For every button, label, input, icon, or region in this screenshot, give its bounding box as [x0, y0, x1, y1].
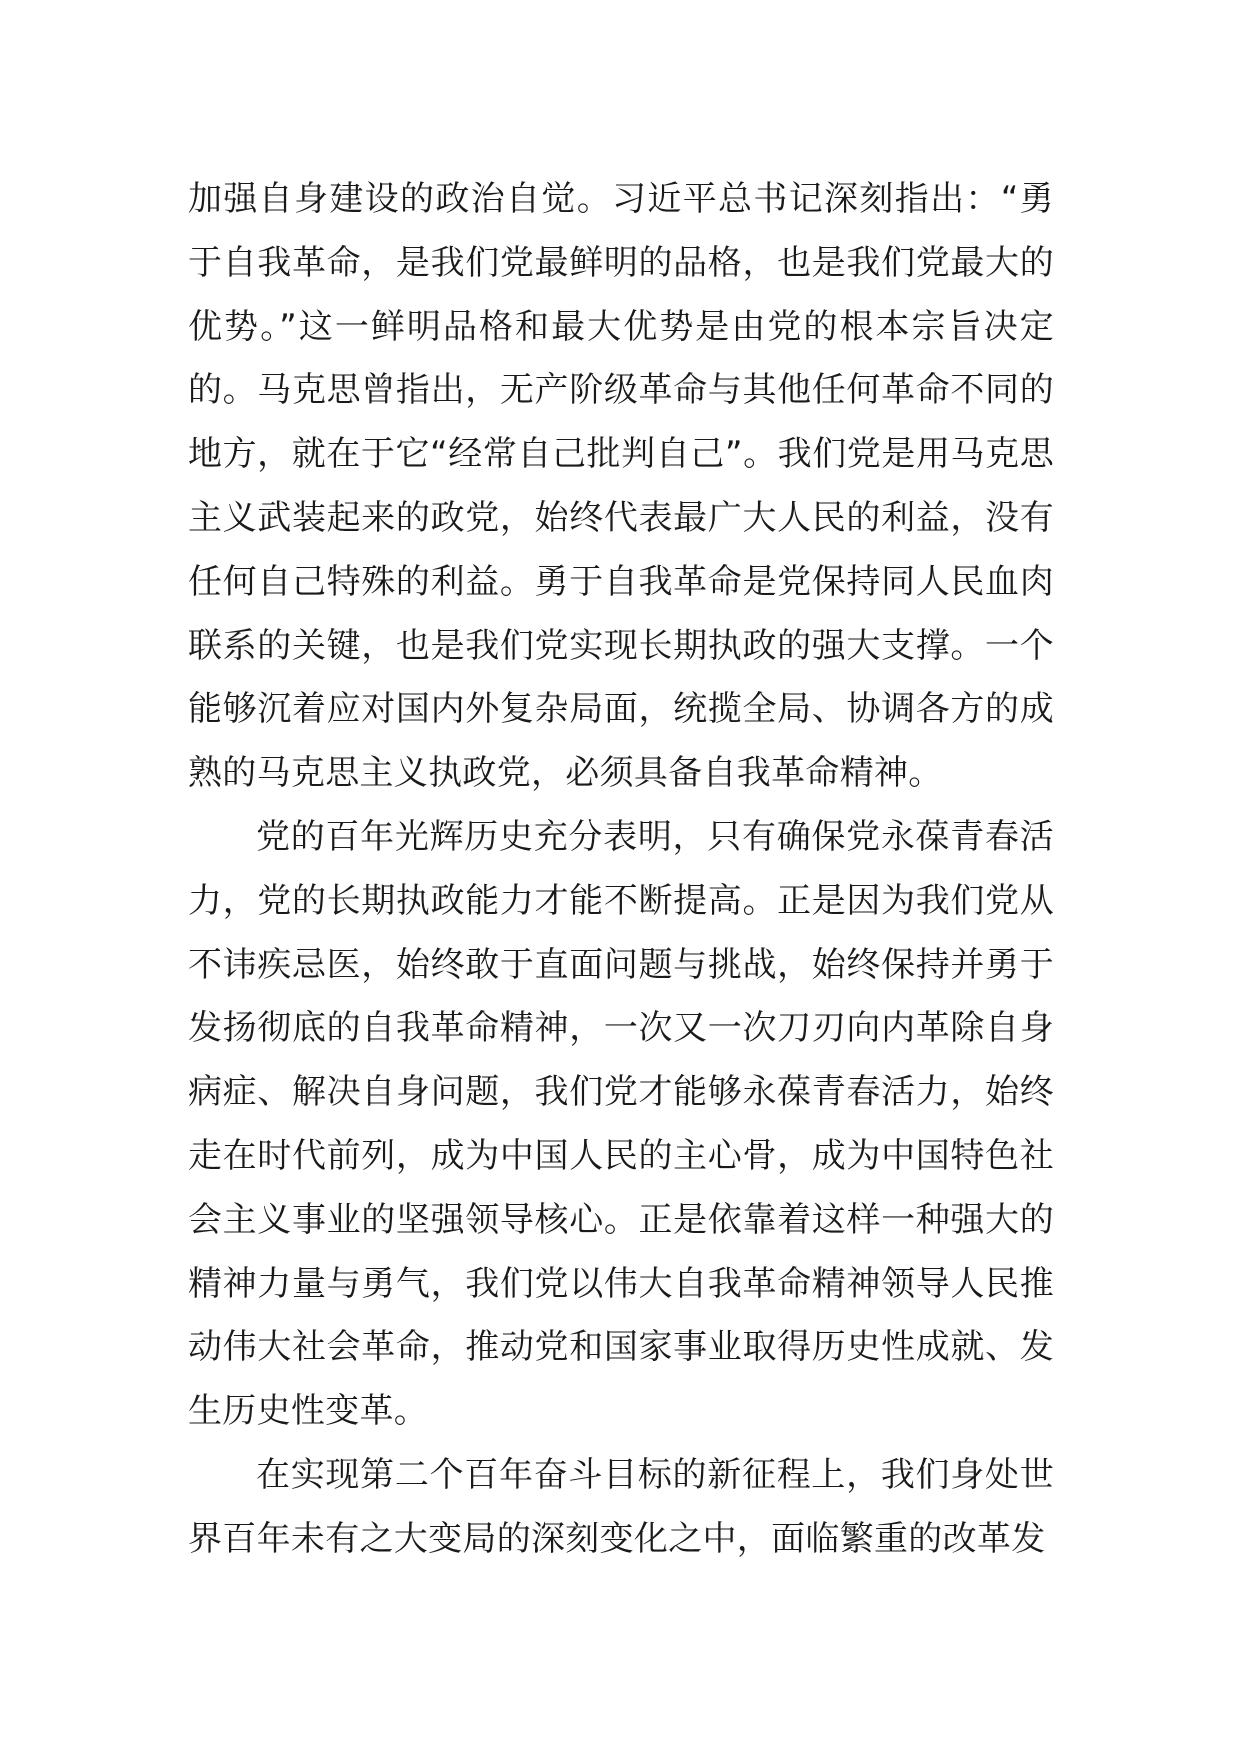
paragraph-1: 加强自身建设的政治自觉。习近平总书记深刻指出：“勇于自我革命，是我们党最鲜明的品格，也是我们党最大的优势。”这一鲜明品格和最大优势是由党的根本宗旨决定的。马克思曾指出，无产阶级革命与其他任何革命不同的地方，就在于它“经常自己批判自己”。我们党是用马克思主义武装起来的政党，始终代表最广大人民的利益，没有任何自己特殊的利益。勇于自我革命是党保持同人民血肉联系的关键，也是我们党实现长期执政的强大支撑。一个能够沉着应对国内外复杂局面，统揽全局、协调各方的成熟的马克思主义执政党，必须具备自我革命精神。 [188, 179, 1054, 794]
paragraph-2: 党的百年光辉历史充分表明，只有确保党永葆青春活力，党的长期执政能力才能不断提高。正是因为我们党从不讳疾忌医，始终敢于直面问题与挑战，始终保持并勇于发扬彻底的自我革命精神，一次又一次刀刃向内革除自身病症、解决自身问题，我们党才能够永葆青春活力，始终走在时代前列，成为中国人民的主心骨，成为中国特色社会主义事业的坚强领导核心。正是依靠着这样一种强大的精神力量与勇气，我们党以伟大自我革命精神领导人民推动伟大社会革命，推动党和国家事业取得历史性成就、发生历史性变革。 [188, 816, 1054, 1432]
paragraph-3: 在实现第二个百年奋斗目标的新征程上，我们身处世界百年未有之大变局的深刻变化之中，面临繁重的改革发 [188, 1454, 1054, 1559]
document-body [188, 168, 1054, 1572]
